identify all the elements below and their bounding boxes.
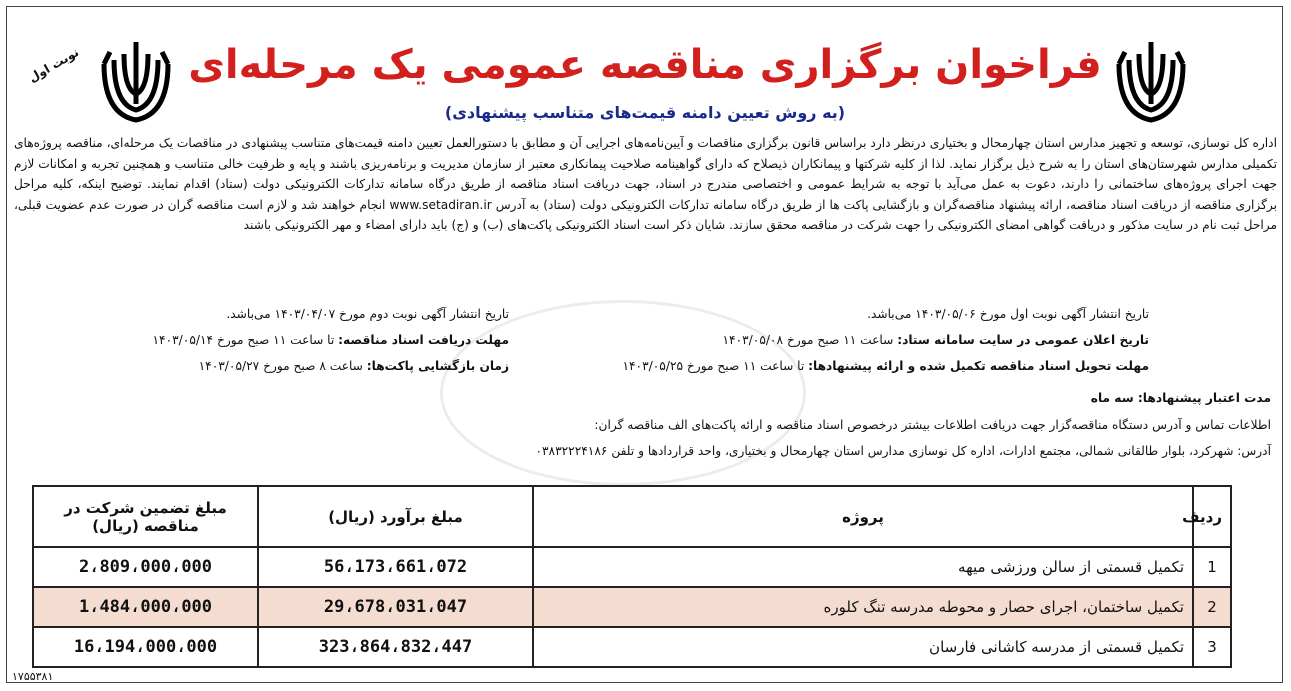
announce-label: تاریخ اعلان عمومی در سایت سامانه ستاد: <box>897 333 1149 347</box>
second-publish-date: تاریخ انتشار آگهی نوبت دوم مورخ ۱۴۰۳/۰۴/۰۷ می‌باشد. <box>226 307 509 321</box>
header-project: پروژه <box>533 486 1193 547</box>
row-guarantee: 1،484،000،000 <box>33 587 258 627</box>
validity-period: مدت اعتبار پیشنهادها: سه ماه <box>1090 391 1271 405</box>
header-guarantee: مبلغ تضمین شرکت در مناقصه (ریال) <box>33 486 258 547</box>
ad-code: ۱۷۵۵۳۸۱ <box>12 670 54 683</box>
row-project: تکمیل قسمتی از مدرسه کاشانی فارسان <box>533 627 1193 667</box>
announce-date <box>723 333 1150 347</box>
receive-value: تا ساعت ۱۱ صبح مورخ ۱۴۰۳/۰۵/۱۴ <box>152 333 335 347</box>
row-estimate: 29،678،031،047 <box>258 587 533 627</box>
contact-info: اطلاعات تماس و آدرس دستگاه مناقصه‌گزار جهت دریافت اطلاعات بیشتر درخصوص اسناد مناقصه و ارائه پاکت‌های الف مناقصه گران: <box>594 418 1271 432</box>
announce-value: ساعت ۱۱ صبح مورخ ۱۴۰۳/۰۵/۰۸ <box>722 333 894 347</box>
page-subtitle: (به روش تعیین دامنه قیمت‌های متناسب پیشنهادی) <box>444 103 846 122</box>
row-idx: 1 <box>1193 547 1231 587</box>
emblem-icon <box>1111 34 1191 124</box>
table-row <box>33 587 1231 627</box>
table-header-row <box>33 486 1231 547</box>
row-estimate: 323،864،832،447 <box>258 627 533 667</box>
opening-value: ساعت ۸ صبح مورخ ۱۴۰۳/۰۵/۲۷ <box>198 359 363 373</box>
header-estimate: مبلغ برآورد (ریال) <box>258 486 533 547</box>
address: آدرس: شهرکرد، بلوار طالقانی شمالی، مجتمع ادارات، اداره کل نوسازی مدارس استان چهارمحال و بختیاری، واحد قراردادها و تلفن ۰۳۸۳۲۲۲۴۱۸۶ <box>535 444 1271 458</box>
header-idx: ردیف <box>1193 486 1231 547</box>
receive-label: مهلت دریافت اسناد مناقصه: <box>338 333 509 347</box>
row-guarantee: 2،809،000،000 <box>33 547 258 587</box>
notice-paragraph: اداره کل نوسازی، توسعه و تجهیز مدارس استان چهارمحال و بختیاری درنظر دارد براساس قانون برگزاری مناقصات و آیین‌نامه‌های اجرایی آن و مطابق با دستورالعمل تعیین دامنه قیمت‌های متناسب پیشنهادی در مناقصات یک مرحله‌ای، مناقصه پروژه‌های تکمیلی مدارس شهرستان‌های استان را به شرح ذیل برگزار نماید. لذا از کلیه شرکتها و پیمانکاران ذیصلاح که دارای گواهینامه صلاحیت پیمانکاری معتبر از سازمان مدیریت و برنامه‌ریزی باشند و پایه و ظرفیت خالی متناسب و همچنین تجربه و امکانات لازم جهت اجرای پروژه‌های ساختمانی را دارند، دعوت به عمل می‌آید با توجه به شرایط عمومی و اختصاصی مندرج در اسناد، جهت دریافت اسناد مناقصه از طریق درگاه سامانه تدارکات الکترونیکی دولت (ستاد) اقدام نمایند. توضیح اینکه، کلیه مراحل برگزاری مناقصه از دریافت اسناد مناقصه، ارائه پیشنهاد مناقصه‌گران و بازگشایی پاکت ها از طریق درگاه سامانه تدارکات الکترونیکی دولت (ستاد) به آدرس www.setadiran.ir انجام خواهند شد و لازم است مناقصه گران در صورت عدم عضویت قبلی، مراحل ثبت نام در سایت مذکور و دریافت گواهی امضای الکترونیکی را جهت شرکت در مناقصه محقق سازند. شایان ذکر است اسناد الکترونیکی پاکت‌های (ب) و (ج) باید دارای امضاء و مهر الکترونیکی باشند <box>14 136 1278 232</box>
deliver-deadline <box>622 359 1149 373</box>
page-title: فراخوان برگزاری مناقصه عمومی یک مرحله‌ای <box>188 42 1102 88</box>
row-project: تکمیل قسمتی از سالن ورزشی میهه <box>533 547 1193 587</box>
row-idx: 3 <box>1193 627 1231 667</box>
opening-label: زمان بازگشایی پاکت‌ها: <box>366 359 509 373</box>
deliver-label: مهلت تحویل اسناد مناقصه تکمیل شده و ارائه پیشنهادها: <box>808 359 1149 373</box>
deliver-value: تا ساعت ۱۱ صبح مورخ ۱۴۰۳/۰۵/۲۵ <box>622 359 805 373</box>
row-project: تکمیل ساختمان، اجرای حصار و محوطه مدرسه تنگ کلوره <box>533 587 1193 627</box>
row-guarantee: 16،194،000،000 <box>33 627 258 667</box>
issue-number-label: نوبت اول <box>26 45 82 85</box>
receive-deadline <box>152 333 509 347</box>
first-publish-date: تاریخ انتشار آگهی نوبت اول مورخ ۱۴۰۳/۰۵/۰۶ می‌باشد. <box>867 307 1149 321</box>
emblem-icon <box>96 34 176 124</box>
table-row <box>33 627 1231 667</box>
row-idx: 2 <box>1193 587 1231 627</box>
projects-table <box>32 485 1232 668</box>
row-estimate: 56،173،661،072 <box>258 547 533 587</box>
table-row <box>33 547 1231 587</box>
opening-time <box>199 359 509 373</box>
